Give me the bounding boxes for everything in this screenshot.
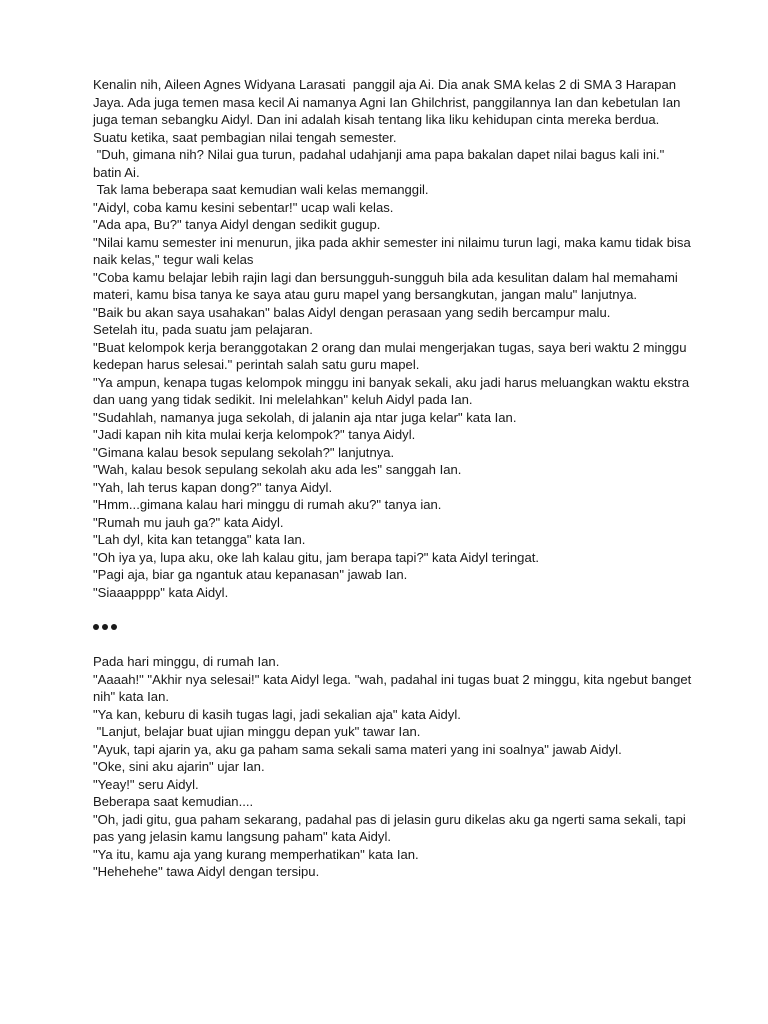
paragraph: "Aidyl, coba kamu kesini sebentar!" ucap wali kelas. <box>93 199 394 215</box>
paragraph: Kenalin nih, Aileen Agnes Widyana Larasati panggil aja Ai. Dia anak SMA kelas 2 di SMA 3 Harapan Jaya. Ada juga temen masa kecil Ai namanya Agni Ian Ghilchrist, panggilannya Ian dan kebetulan Ian juga teman sebangku Aidyl. Dan ini adalah kisah tentang lika liku kehidupan cinta mereka berdua. <box>93 77 685 127</box>
paragraph: "Ya kan, keburu di kasih tugas lagi, jadi sekalian aja" kata Aidyl. <box>93 706 461 722</box>
story-section-2 <box>93 653 693 881</box>
paragraph: "Gimana kalau besok sepulang sekolah?" lanjutnya. <box>93 444 395 460</box>
paragraph: "Ada apa, Bu?" tanya Aidyl dengan sedikit gugup. <box>93 217 381 232</box>
story-section-1 <box>93 76 693 601</box>
paragraph: "Siaaapppp" kata Aidyl. <box>93 584 229 600</box>
paragraph: "Sudahlah, namanya juga sekolah, di jalanin aja ntar juga kelar" kata Ian. <box>93 409 517 425</box>
paragraph: "Hehehehe" tawa Aidyl dengan tersipu. <box>93 864 320 879</box>
bullet-dot-icon <box>102 624 108 630</box>
paragraph: "Oh, jadi gitu, gua paham sekarang, padahal pas di jelasin guru dikelas aku ga ngerti sama sekali, tapi pas yang jelasin kamu langsung paham" kata Aidyl. <box>93 811 690 844</box>
paragraph: Tak lama beberapa saat kemudian wali kelas memanggil. <box>93 182 429 197</box>
paragraph: "Yeay!" seru Aidyl. <box>93 776 199 792</box>
section-separator <box>93 618 693 636</box>
paragraph: "Buat kelompok kerja beranggotakan 2 orang dan mulai mengerjakan tugas, saya beri waktu 2 minggu kedepan harus selesai." perintah salah satu guru mapel. <box>93 339 691 372</box>
paragraph: "Jadi kapan nih kita mulai kerja kelompok?" tanya Aidyl. <box>93 427 416 442</box>
paragraph: Beberapa saat kemudian.... <box>93 794 254 809</box>
paragraph: "Ya itu, kamu aja yang kurang memperhatikan" kata Ian. <box>93 846 419 862</box>
bullet-dot-icon <box>111 624 117 630</box>
paragraph: Suatu ketika, saat pembagian nilai tengah semester. <box>93 129 397 145</box>
paragraph: "Ayuk, tapi ajarin ya, aku ga paham sama sekali sama materi yang ini soalnya" jawab Aidyl. <box>93 741 622 757</box>
paragraph: "Pagi aja, biar ga ngantuk atau kepanasan" jawab Ian. <box>93 567 408 582</box>
paragraph: "Rumah mu jauh ga?" kata Aidyl. <box>93 514 284 530</box>
paragraph: "Aaaah!" "Akhir nya selesai!" kata Aidyl lega. "wah, padahal ini tugas buat 2 minggu, kita ngebut banget nih" kata Ian. <box>93 671 695 704</box>
paragraph: "Lanjut, belajar buat ujian minggu depan yuk" tawar Ian. <box>93 724 421 739</box>
paragraph: "Oh iya ya, lupa aku, oke lah kalau gitu, jam berapa tapi?" kata Aidyl teringat. <box>93 549 540 565</box>
paragraph: "Nilai kamu semester ini menurun, jika pada akhir semester ini nilaimu turun lagi, maka kamu tidak bisa naik kelas," tegur wali kelas <box>93 234 695 267</box>
paragraph: "Wah, kalau besok sepulang sekolah aku ada les" sanggah Ian. <box>93 462 462 477</box>
paragraph: "Lah dyl, kita kan tetangga" kata Ian. <box>93 532 306 547</box>
paragraph: Pada hari minggu, di rumah Ian. <box>93 654 280 669</box>
paragraph: "Oke, sini aku ajarin" ujar Ian. <box>93 759 265 774</box>
paragraph: "Hmm...gimana kalau hari minggu di rumah aku?" tanya ian. <box>93 497 442 512</box>
paragraph: "Duh, gimana nih? Nilai gua turun, padahal udahjanji ama papa bakalan dapet nilai bagus kali ini." batin Ai. <box>93 147 668 180</box>
paragraph: "Baik bu akan saya usahakan" balas Aidyl dengan perasaan yang sedih bercampur malu. <box>93 304 611 320</box>
paragraph: "Yah, lah terus kapan dong?" tanya Aidyl. <box>93 479 333 495</box>
document-page <box>93 76 693 881</box>
paragraph: "Coba kamu belajar lebih rajin lagi dan bersungguh-sungguh bila ada kesulitan dalam hal memahami materi, kamu bisa tanya ke saya atau guru mapel yang bersangkutan, jangan malu" lanjutnya. <box>93 269 682 302</box>
paragraph: "Ya ampun, kenapa tugas kelompok minggu ini banyak sekali, aku jadi harus meluangkan waktu ekstra dan uang yang tidak sedikit. Ini melelahkan" keluh Aidyl pada Ian. <box>93 374 693 407</box>
paragraph: Setelah itu, pada suatu jam pelajaran. <box>93 322 313 337</box>
bullet-dot-icon <box>93 624 99 630</box>
